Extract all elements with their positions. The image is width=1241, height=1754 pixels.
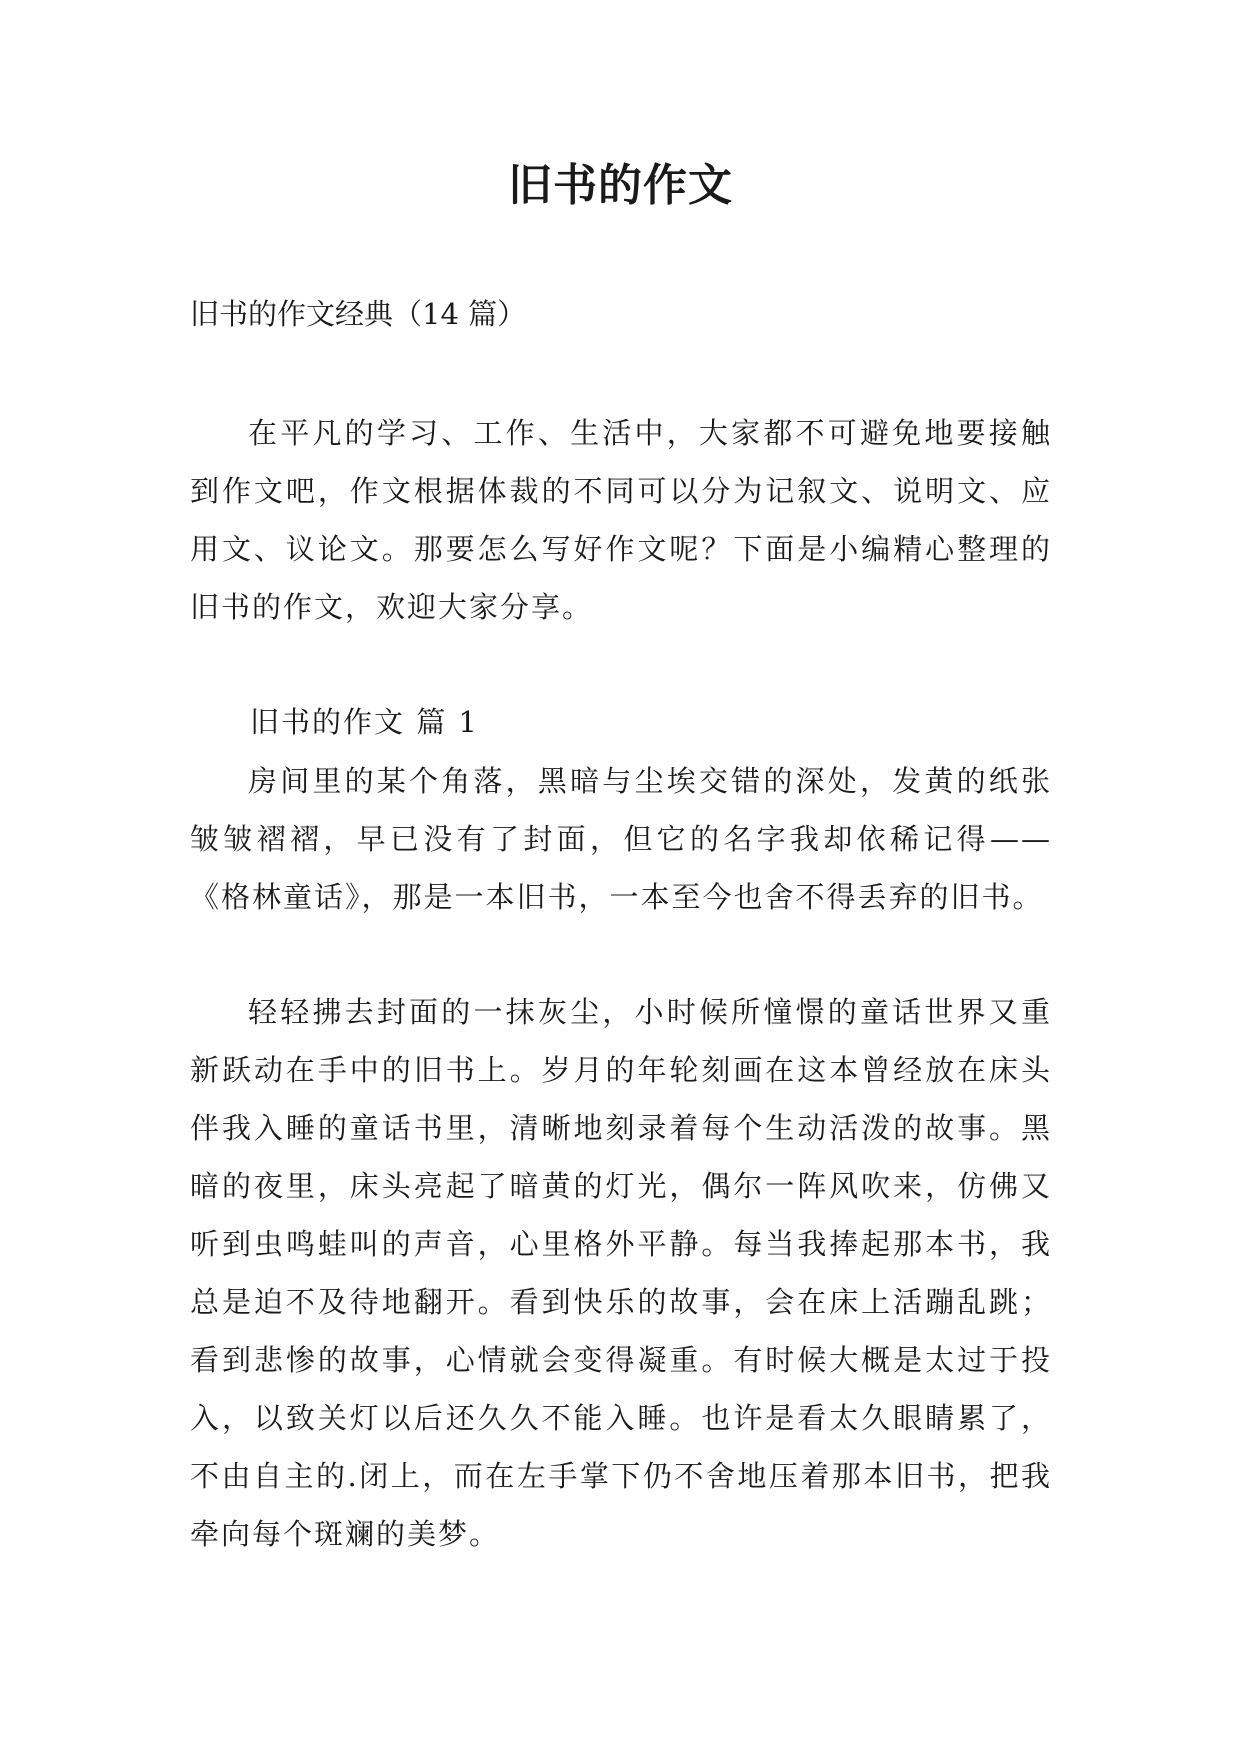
document-subtitle: 旧书的作文经典（14 篇）	[190, 297, 527, 331]
intro-paragraph: 在平凡的学习、工作、生活中，大家都不可避免地要接触到作文吧，作文根据体裁的不同可以分为记叙文、说明文、应用文、议论文。那要怎么写好作文呢？下面是小编精心整理的旧书的作文，欢迎大家分享。	[190, 416, 1052, 624]
body-paragraph: 房间里的某个角落，黑暗与尘埃交错的深处，发黄的纸张皱皱褶褶，早已没有了封面，但它的名字我却依稀记得——《格林童话》，那是一本旧书，一本至今也舍不得丢弃的旧书。	[190, 764, 1052, 914]
body-paragraph: 轻轻拂去封面的一抹灰尘，小时候所憧憬的童话世界又重新跃动在手中的旧书上。岁月的年轮刻画在这本曾经放在床头伴我入睡的童话书里，清晰地刻录着每个生动活泼的故事。黑暗的夜里，床头亮起了暗黄的灯光，偶尔一阵风吹来，仿佛又听到虫鸣蛙叫的声音，心里格外平静。每当我捧起那本书，我总是迫不及待地翻开。看到快乐的故事，会在床上活蹦乱跳；看到悲惨的故事，心情就会变得凝重。有时候大概是太过于投入，以致关灯以后还久久不能入睡。也许是看太久眼睛累了，不由自主的.闭上，而在左手掌下仍不舍地压着那本旧书，把我牵向每个斑斓的美梦。	[190, 995, 1052, 1551]
page-title: 旧书的作文	[508, 160, 733, 211]
section-heading: 旧书的作文 篇 1	[250, 705, 479, 739]
